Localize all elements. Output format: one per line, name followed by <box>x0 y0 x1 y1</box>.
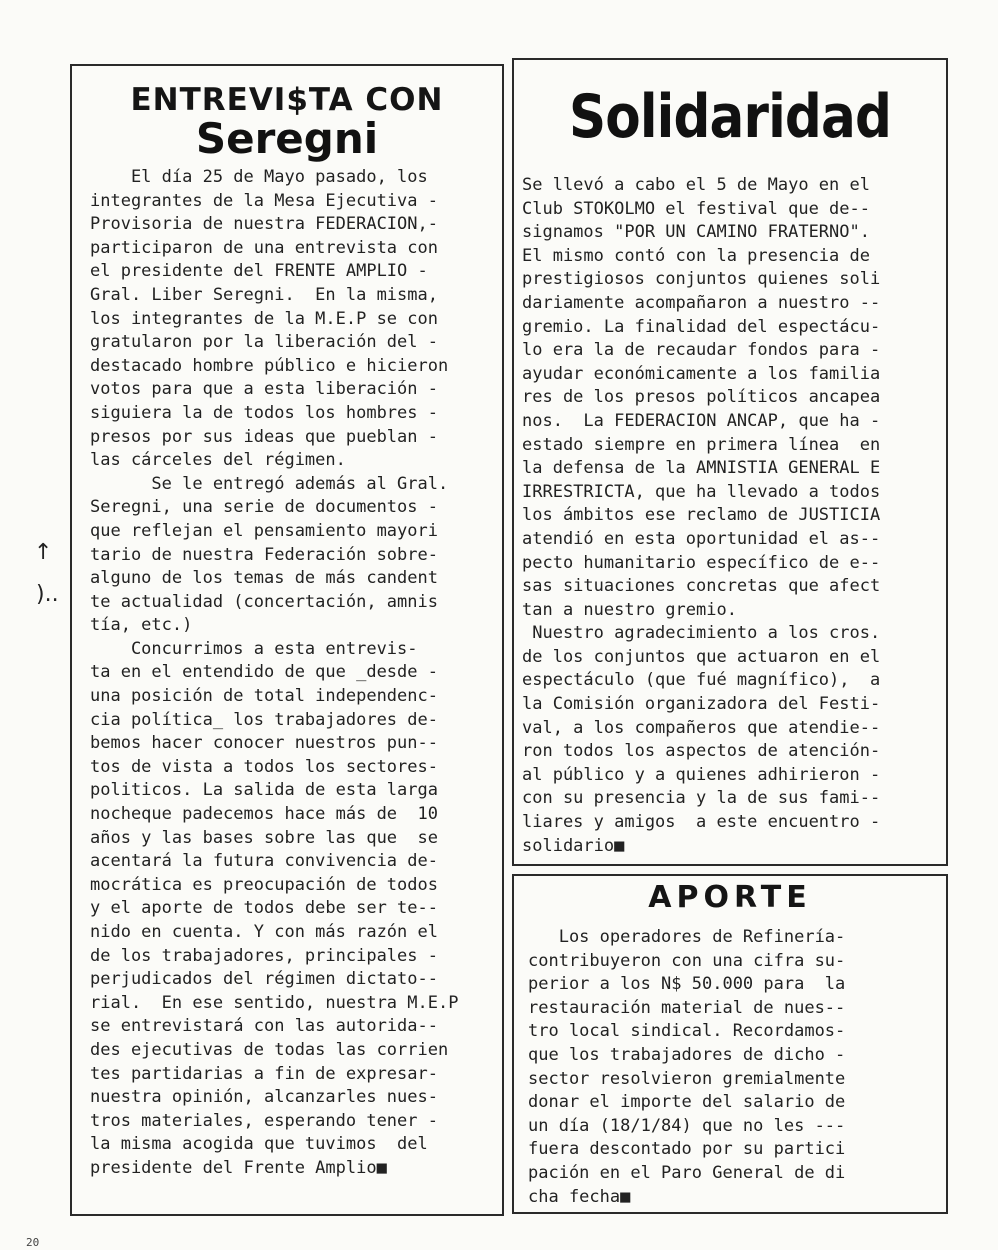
text-line: El día 25 de Mayo pasado, los <box>90 167 428 187</box>
text-line: años y las bases sobre las que se <box>90 827 438 848</box>
text-line: perjudicados del régimen dictato-- <box>90 969 438 990</box>
text-line: politicos. La salida de esta larga <box>90 780 438 801</box>
text-line: acentará la futura convivencia de- <box>90 851 438 872</box>
text-line: al público y a quienes adhirieron - <box>522 764 881 785</box>
text-line: estado siempre en primera línea en <box>522 434 881 455</box>
text-line: los ámbitos ese reclamo de JUSTICIA <box>522 505 881 526</box>
article-aporte <box>512 874 948 1214</box>
article-body <box>528 926 845 1209</box>
text-line: nido en cuenta. Y con más razón el <box>90 922 438 942</box>
text-line: ron todos los aspectos de atención- <box>522 741 881 762</box>
text-line: la defensa de la AMNISTIA GENERAL E <box>522 458 881 479</box>
text-line: tes partidarias a fin de expresar- <box>90 1063 438 1084</box>
text-line: un día (18/1/84) que no les --- <box>528 1115 846 1136</box>
text-line: Concurrimos a esta entrevis- <box>90 638 418 659</box>
text-line: pecto humanitario específico de e-- <box>522 552 881 573</box>
text-line: siguiera la de todos los hombres - <box>90 402 438 423</box>
text-line: con su presencia y la de sus fami-- <box>522 788 881 809</box>
text-line: val, a los compañeros que atendie-- <box>522 717 881 738</box>
text-line: Seregni, una serie de documentos - <box>90 497 438 518</box>
text-line: Nuestro agradecimiento a los cros. <box>522 623 881 644</box>
text-line: tía, etc.) <box>90 615 193 636</box>
text-line: presidente del Frente Amplio■ <box>90 1157 387 1178</box>
article-body <box>522 174 880 858</box>
text-line: te actualidad (concertación, amnis <box>90 591 438 612</box>
text-line: sas situaciones concretas que afect <box>522 576 881 597</box>
margin-mark-dots: ).. <box>36 582 59 607</box>
text-line: tario de nuestra Federación sobre- <box>90 544 438 565</box>
text-line: ayudar económicamente a los familia <box>522 363 881 384</box>
text-line: Provisoria de nuestra FEDERACION,- <box>90 214 438 235</box>
text-line: tros materiales, esperando tener - <box>90 1110 438 1131</box>
headline-seregni: Seregni <box>195 114 379 163</box>
text-line: res de los presos políticos ancapea <box>522 387 881 408</box>
text-line: espectáculo (que fué magnífico), a <box>522 670 881 691</box>
article-body <box>90 166 458 1181</box>
margin-mark-arrow: ↑ <box>34 540 53 565</box>
text-line: lo era la de recaudar fondos para - <box>522 340 881 361</box>
text-line: se entrevistará con las autorida-- <box>90 1016 438 1037</box>
text-line: Los operadores de Refinería- <box>528 927 846 947</box>
text-line: de los conjuntos que actuaron en el <box>522 646 881 667</box>
text-line: participaron de una entrevista con <box>90 237 438 258</box>
text-line: nocheque padecemos hace más de 10 <box>90 804 438 825</box>
text-line: sector resolvieron gremialmente <box>528 1068 846 1089</box>
text-line: IRRESTRICTA, que ha llevado a todos <box>522 481 881 502</box>
text-line: Se le entregó además al Gral. <box>90 473 449 494</box>
text-line: integrantes de la Mesa Ejecutiva - <box>90 190 438 211</box>
text-line: ta en el entendido de que _desde - <box>90 662 438 683</box>
text-line: nos. La FEDERACION ANCAP, que ha - <box>522 410 881 431</box>
text-line: y el aporte de todos debe ser te-- <box>90 898 438 919</box>
text-line: solidario■ <box>522 835 625 856</box>
text-line: una posición de total independenc- <box>90 686 438 707</box>
text-line: perior a los N$ 50.000 para la <box>528 974 846 995</box>
text-line: cia política_ los trabajadores de- <box>90 709 438 730</box>
text-line: liares y amigos a este encuentro - <box>522 812 881 833</box>
text-line: tos de vista a todos los sectores- <box>90 756 438 777</box>
text-line: contribuyeron con una cifra su- <box>528 950 846 971</box>
text-line: tro local sindical. Recordamos- <box>528 1021 846 1042</box>
text-line: bemos hacer conocer nuestros pun-- <box>90 733 438 754</box>
text-line: votos para que a esta liberación - <box>90 379 438 400</box>
text-line: la Comisión organizadora del Festi- <box>522 694 881 715</box>
text-line: Club STOKOLMO el festival que de-- <box>522 198 870 219</box>
text-line: atendió en esta oportunidad el as-- <box>522 528 881 549</box>
text-line: El mismo contó con la presencia de <box>522 245 870 266</box>
article-entrevista <box>70 64 504 1216</box>
text-line: que reflejan el pensamiento mayori <box>90 520 438 541</box>
text-line: mocrática es preocupación de todos <box>90 874 438 895</box>
article-solidaridad <box>512 58 948 866</box>
text-line: que los trabajadores de dicho - <box>528 1044 846 1065</box>
text-line: la misma acogida que tuvimos del <box>90 1134 428 1155</box>
text-line: de los trabajadores, principales - <box>90 945 438 966</box>
text-line: alguno de los temas de más candent <box>90 568 438 589</box>
text-line: el presidente del FRENTE AMPLIO - <box>90 261 428 282</box>
text-line: signamos "POR UN CAMINO FRATERNO". <box>522 222 870 243</box>
text-line: prestigiosos conjuntos quienes soli <box>522 269 881 290</box>
text-line: rial. En ese sentido, nuestra M.E.P <box>90 992 459 1013</box>
text-line: pación en el Paro General de di <box>528 1162 846 1183</box>
text-line: Gral. Liber Seregni. En la misma, <box>90 284 438 305</box>
text-line: las cárceles del régimen. <box>90 450 346 471</box>
text-line: presos por sus ideas que pueblan - <box>90 426 438 447</box>
text-line: cha fecha■ <box>528 1186 631 1207</box>
text-line: nuestra opinión, alcanzarles nues- <box>90 1087 438 1108</box>
text-line: fuera descontado por su partici <box>528 1139 846 1160</box>
text-line: los integrantes de la M.E.P se con <box>90 308 438 329</box>
text-line: dariamente acompañaron a nuestro -- <box>522 292 881 313</box>
text-line: gratularon por la liberación del - <box>90 332 438 353</box>
text-line: gremio. La finalidad del espectácu- <box>522 316 881 337</box>
page-number: 20 <box>26 1236 40 1249</box>
text-line: Se llevó a cabo el 5 de Mayo en el <box>522 175 870 195</box>
text-line: donar el importe del salario de <box>528 1092 846 1113</box>
text-line: destacado hombre público e hicieron <box>90 355 449 376</box>
text-line: tan a nuestro gremio. <box>522 599 737 620</box>
text-line: des ejecutivas de todas las corrien <box>90 1039 449 1060</box>
headline-solidaridad: Solidaridad <box>568 82 892 152</box>
text-line: restauración material de nues-- <box>528 997 846 1018</box>
headline-aporte: APORTE <box>648 880 812 915</box>
headline-entrevista: ENTREVI$TA CON <box>130 82 444 118</box>
